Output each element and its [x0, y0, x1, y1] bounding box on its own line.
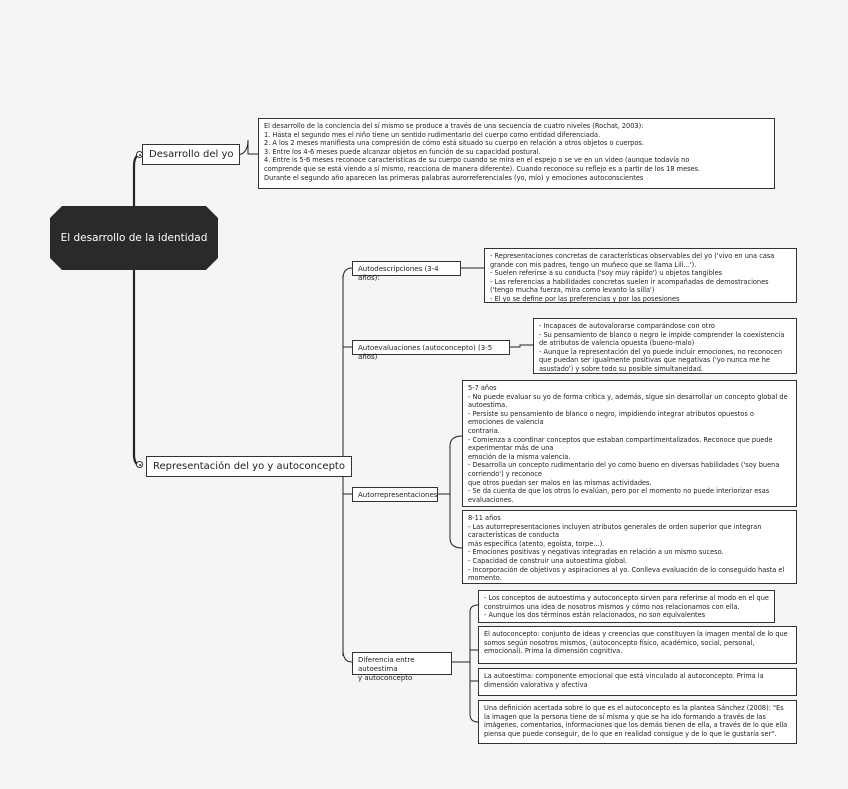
connector-root-representacion: [134, 270, 140, 465]
root-node-shape: [50, 206, 218, 270]
connector-diferencia-texts: [452, 605, 478, 722]
connector-autorrepresentaciones-texts: [438, 436, 462, 548]
node-autorrepresentaciones[interactable]: Autorrepresentaciones: [352, 487, 438, 502]
diferencia-text-1: - Los conceptos de autoestima y autoconcepto sirven para referirse al modo en el que construimos una idea de nosotros mismos y cómo nos relacionamos con ella. - Aunque los dos términos están relacionados, no son equivalentes: [478, 590, 775, 623]
desarrollo-del-yo-text: El desarrollo de la conciencia del sí mismo se produce a través de una secuencia de cuatro niveles (Rochat, 2003): 1. Hasta el segundo mes el niño tiene un sentido rudimentario del cuerpo como entidad diferenciada. 2. A los 2 meses manifiesta una compresión de cómo está situado su cuerpo en relación a otros objetos o cuerpos. 3. Entre los 4-6 meses puede alcanzar objetos en función de su capacidad postural. 4. Entre is 5-6 meses reconoce características de su cuerpo cuando se mira en el espejo o se ve en un video (aunque todavía no comprende que se está viendo a sí mismo, reacciona de manera diferente). Cuando reconoce su reflejo es a partir de los 18 meses. Durante el segundo año aparecen las primeras palabras aurorreferenciales (yo, mío) y emociones autoconscientes: [258, 118, 775, 189]
root-node[interactable]: El desarrollo de la identidad: [60, 232, 208, 244]
autodescripciones-text: - Representaciones concretas de características observables del yo ('vivo en una casa grande con mis padres, tengo un muñeco que se llama Lili...'). - Suelen referirse a su conducta ('soy muy rápido') u objetos tangibles - Las referencias a habilidades concretas suelen ir acompañadas de demostraciones ('tengo mucha fuerza, mira como levanto la silla') - El yo se define por las preferencias y por las posesiones: [484, 248, 797, 303]
branch-desarrollo-del-yo[interactable]: Desarrollo del yo: [142, 144, 240, 165]
connector-to-autodescripciones: [337, 268, 352, 465]
autorrepresentaciones-8-11-text: 8-11 años - Las autorrepresentaciones incluyen atributos generales de orden superior que integran características de conducta más específica (atento, egoísta, torpe...). - Emociones positivas y negativas integradas en relación a un mismo suceso. - Capacidad de construir una autoestima global. - Incorporación de objetivos y aspiraciones al yo. Conlleva evaluación de lo conseguido hasta el momento.: [462, 510, 797, 584]
node-autodescripciones[interactable]: Autodescripciones (3-4 años):: [352, 261, 461, 276]
autorrepresentaciones-5-7-text: 5-7 años - No puede evaluar su yo de forma crítica y, además, sigue sin desarrollar un concepto global de autoestima. - Persiste su pensamiento de blanco o negro, impidiendo integrar atributos opuestos o emociones de valencia contraria. - Comienza a coordinar conceptos que estaban compartimentalizados. Reconoce que puede experimentar más de una emoción de la misma valencia. - Desarrolla un concepto rudimentario del yo como bueno en diversas habilidades ('soy buena corriendo') y reconoce que otros puedan ser malos en las mismas actividades. - Se da cuenta de que los otros lo evalúan, pero por el momento no puede interiorizar esas evaluaciones.: [462, 380, 797, 507]
node-diferencia-autoestima-autoconcepto[interactable]: Diferencia entre autoestima y autoconcepto: [352, 652, 452, 675]
connector-to-diferencia: [343, 650, 352, 662]
connector-dot-representacion: [136, 461, 143, 468]
node-autoevaluaciones[interactable]: Autoevaluaciones (autoconcepto) (3-5 años): [352, 340, 510, 355]
autoevaluaciones-text: - Incapaces de autovalorarse comparándose con otro - Su pensamiento de blanco o negro le impide comprender la coexistencia de atributos de valencia opuesta (bueno-malo) - Aunque la representación del yo puede incluir emociones, no reconocen que puedan ser igualmente positivas que negativas ('yo nunca me he asustado') y sobre todo su posible simultaneidad.: [533, 318, 797, 374]
connector-autoevaluaciones-text: [510, 345, 533, 347]
diferencia-text-2: El autoconcepto: conjunto de ideas y creencias que constituyen la imagen mental de lo que somos según nosotros mismos, (autoconcepto físico, académico, social, personal, emocional). Prima la dimensión cognitiva.: [478, 626, 797, 664]
diferencia-text-3: La autoestima: componente emocional que está vinculado al autoconcepto. Prima la dimensión valorativa y afectiva: [478, 668, 797, 696]
diferencia-text-4: Una definición acertada sobre lo que es el autoconcepto es la plantea Sánchez (2008): "Es la imagen que la persona tiene de sí misma y que se ha ido formando a través de las imágenes, comentarios, informaciones que los demás tienen de ella, a través de lo que ella piensa que puede conseguir, de lo que en realidad consigue y de lo que le gustaría ser".: [478, 700, 797, 744]
branch-representacion-del-yo[interactable]: Representación del yo y autoconcepto: [146, 456, 352, 477]
connector-root-desarrollo: [134, 155, 140, 206]
